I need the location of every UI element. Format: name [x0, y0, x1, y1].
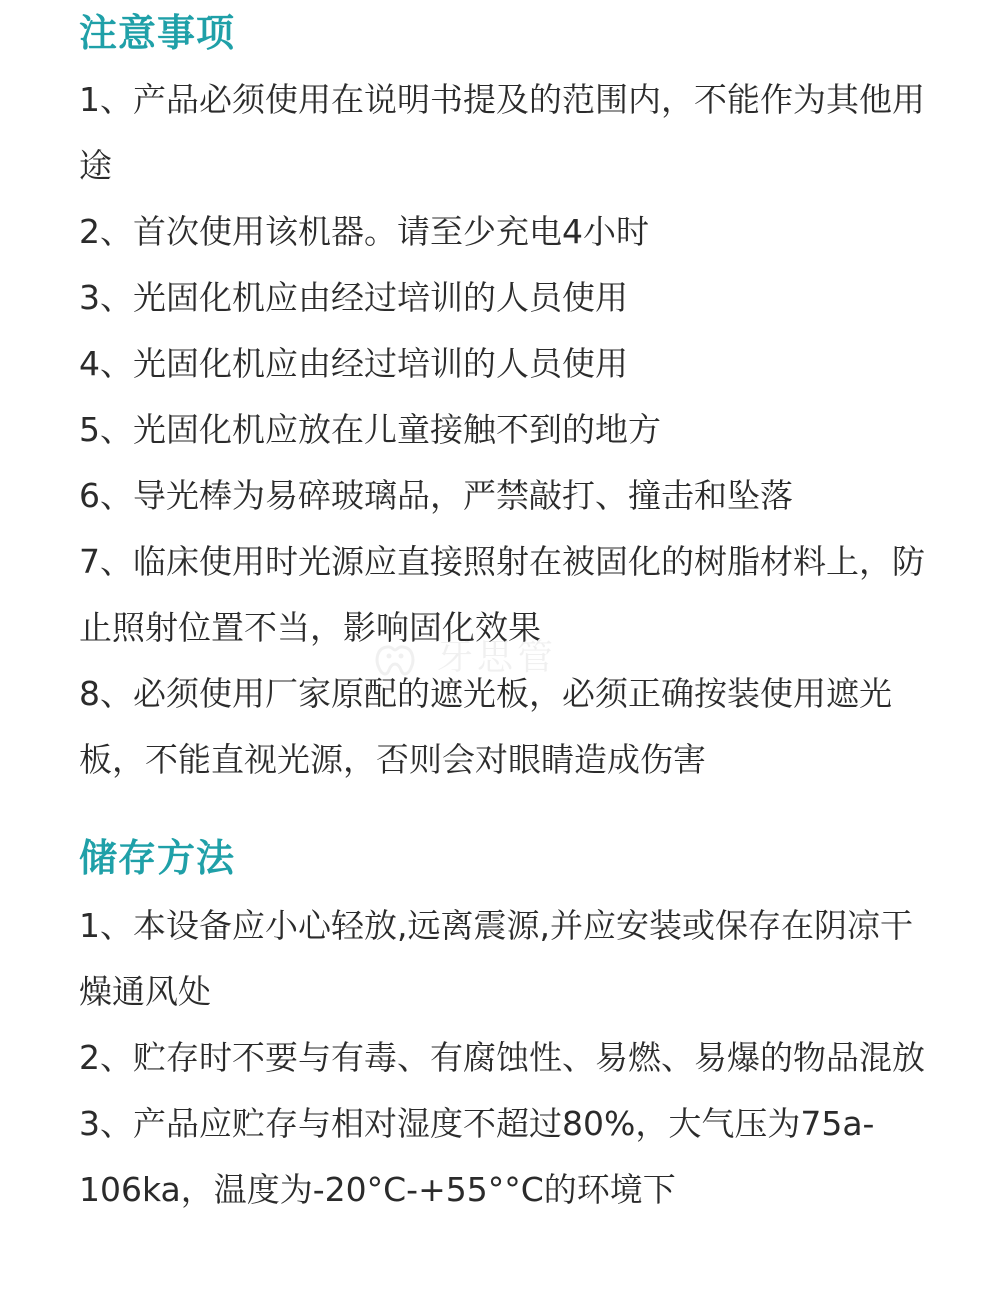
notes-item-4: 4、光固化机应由经过培训的人员使用: [79, 344, 628, 383]
notes-item-3: 3、光固化机应由经过培训的人员使用: [79, 278, 628, 317]
notes-item-6: 6、导光棒为易碎玻璃品，严禁敲打、撞击和坠落: [79, 476, 793, 515]
storage-item-3: 3、产品应贮存与相对湿度不超过80%，大气压为75a-106ka，温度为-20°C-+55°°C的环境下: [79, 1104, 875, 1209]
storage-section: [79, 833, 929, 1223]
watermark-text: 牙思管: [437, 637, 558, 678]
notes-heading: 注意事项: [79, 11, 236, 55]
notes-item-7: 7、临床使用时光源应直接照射在被固化的树脂材料上，防止照射位置不当，影响固化效果: [79, 542, 925, 647]
notes-item-8: 8、必须使用厂家原配的遮光板，必须正确按装使用遮光板，不能直视光源，否则会对眼睛造成伤害: [79, 674, 892, 779]
storage-item-1: 1、本设备应小心轻放,远离震源,并应安装或保存在阴凉干燥通风处: [79, 906, 913, 1011]
notes-item-1: 1、产品必须使用在说明书提及的范围内，不能作为其他用途: [79, 80, 925, 185]
notes-item-2: 2、首次使用该机器。请至少充电4小时: [79, 212, 649, 251]
notes-section: [79, 8, 929, 793]
notes-item-5: 5、光固化机应放在儿童接触不到的地方: [79, 410, 661, 449]
storage-item-2: 2、贮存时不要与有毒、有腐蚀性、易燃、易爆的物品混放: [79, 1038, 925, 1077]
storage-heading: 储存方法: [79, 836, 236, 880]
